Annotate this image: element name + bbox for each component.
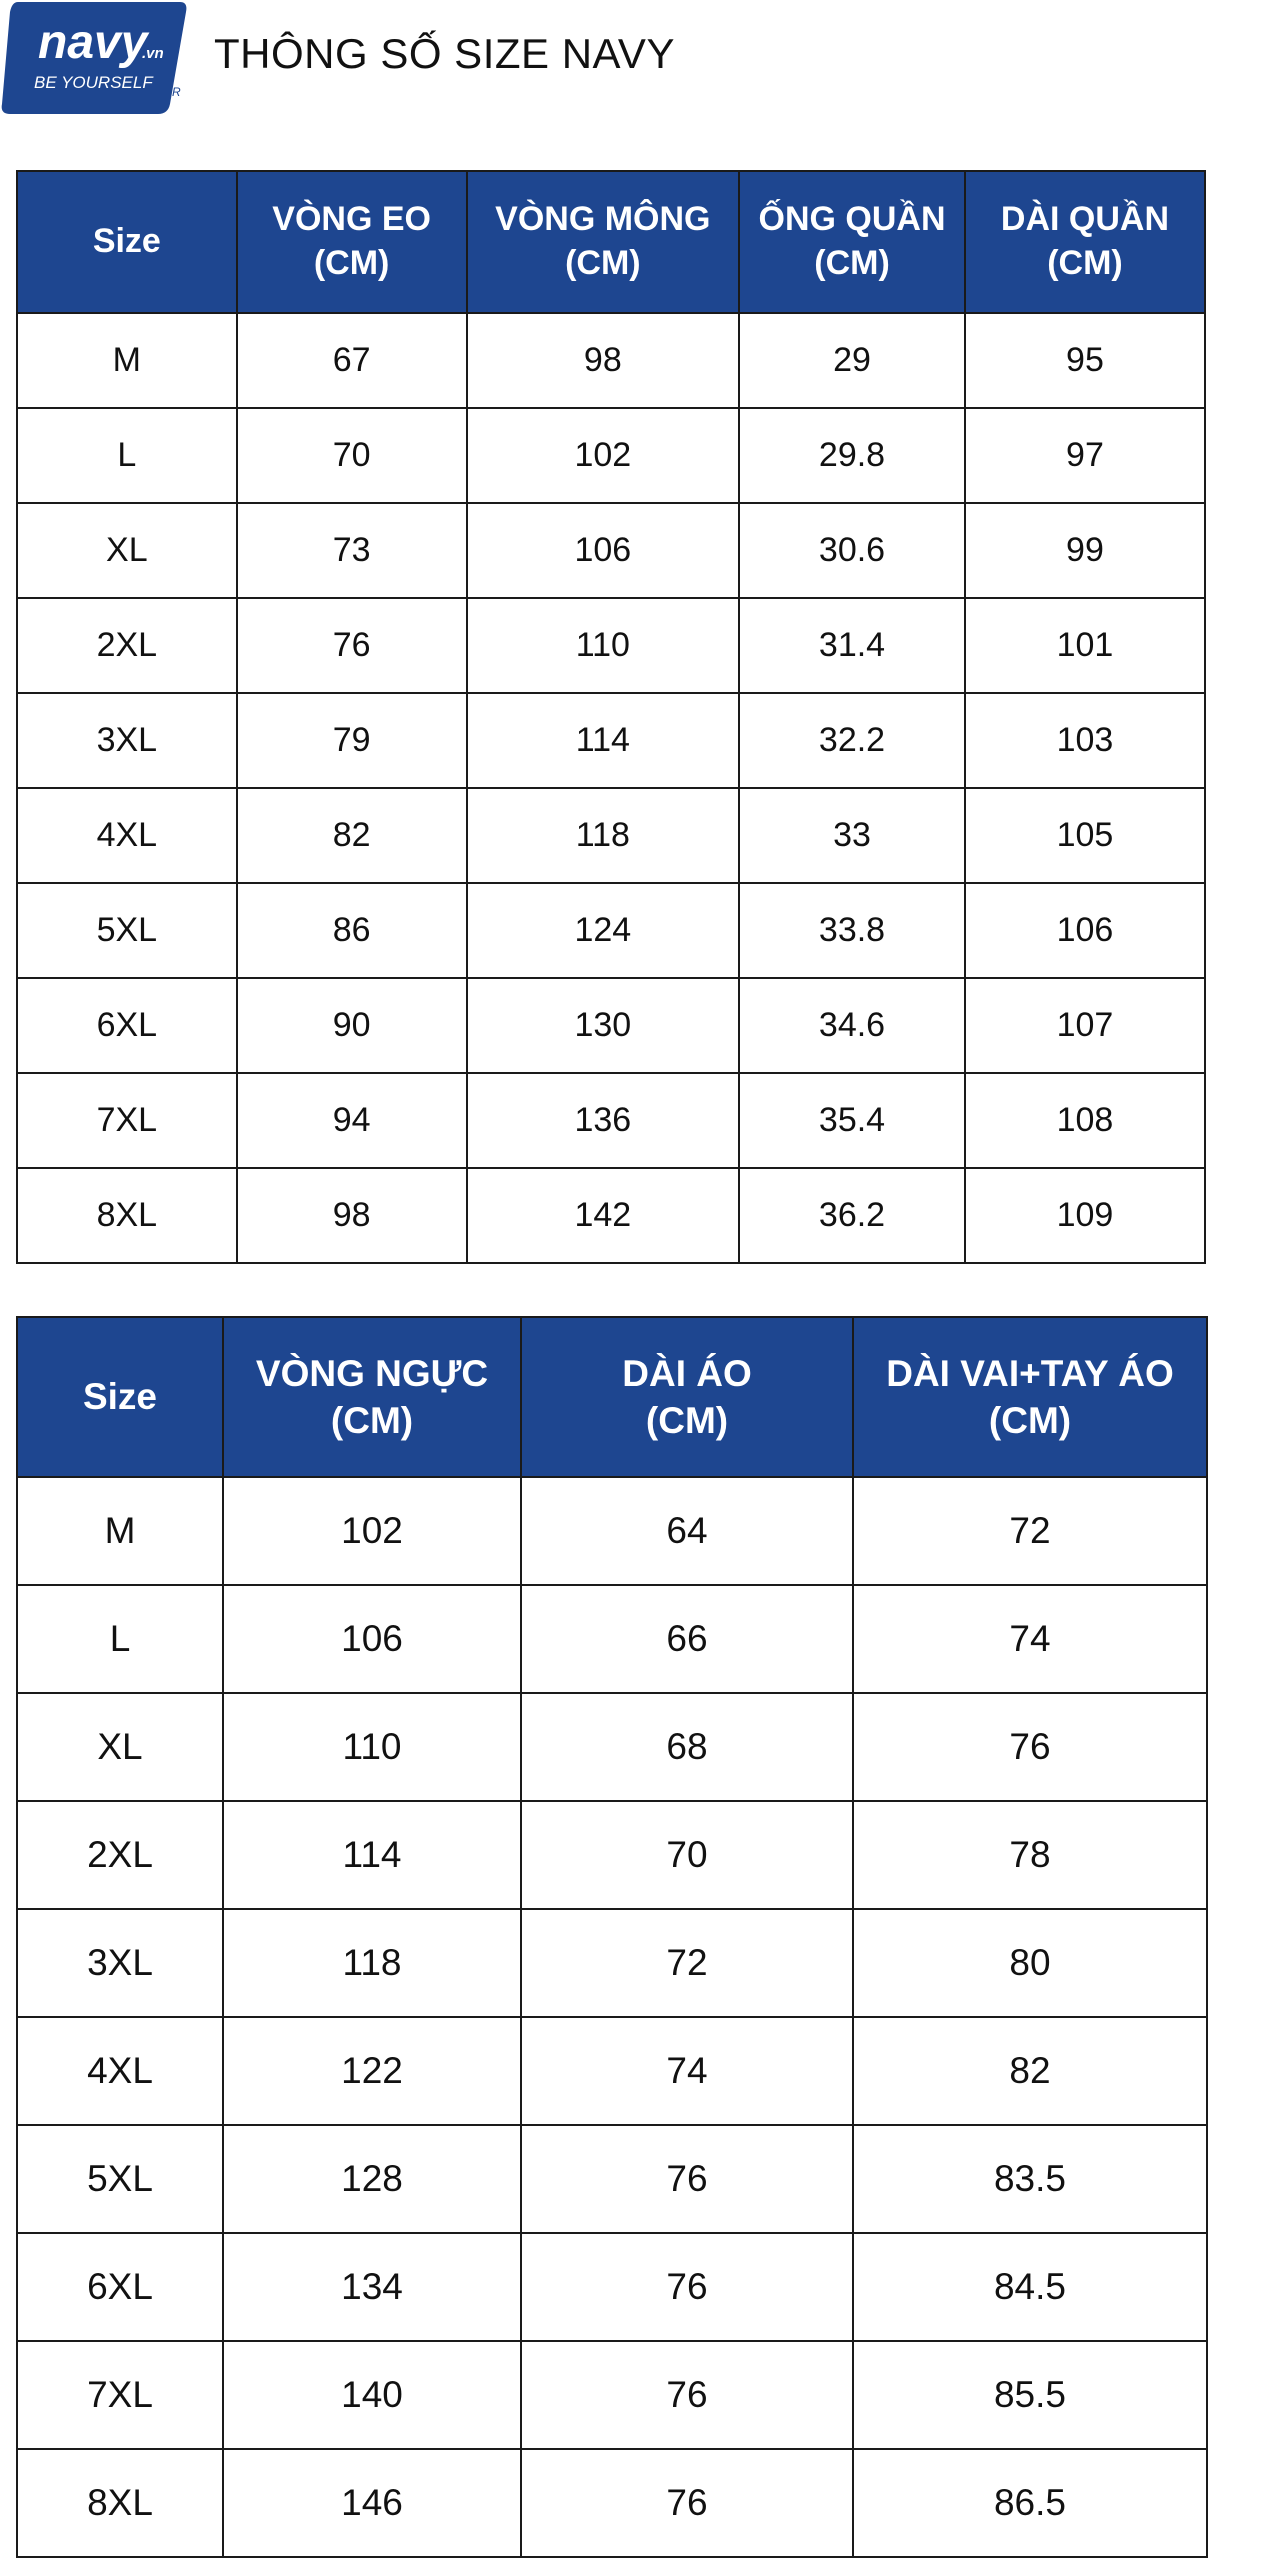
shirt-table-row <box>17 2341 1207 2449</box>
shirt-table-row <box>17 2017 1207 2125</box>
shirt-size-table <box>16 1316 1208 2558</box>
shirt-value-cell: 110 <box>223 1693 521 1801</box>
pants-value-cell: 34.6 <box>739 978 965 1073</box>
pants-value-cell: 76 <box>237 598 467 693</box>
pants-value-cell: 142 <box>467 1168 740 1263</box>
pants-value-cell: 99 <box>965 503 1205 598</box>
shirt-size-cell: M <box>17 1477 223 1585</box>
pants-size-cell: 5XL <box>17 883 237 978</box>
pants-size-cell: M <box>17 313 237 408</box>
shirt-value-cell: 86.5 <box>853 2449 1207 2557</box>
shirt-size-cell: XL <box>17 1693 223 1801</box>
pants-value-cell: 29 <box>739 313 965 408</box>
pants-table-row <box>17 978 1205 1073</box>
pants-value-cell: 105 <box>965 788 1205 883</box>
shirt-value-cell: 118 <box>223 1909 521 2017</box>
pants-size-cell: 8XL <box>17 1168 237 1263</box>
pants-header-waist: VÒNG EO (CM) <box>237 171 467 313</box>
pants-value-cell: 103 <box>965 693 1205 788</box>
pants-value-cell: 30.6 <box>739 503 965 598</box>
pants-value-cell: 79 <box>237 693 467 788</box>
shirt-value-cell: 74 <box>521 2017 853 2125</box>
shirt-size-cell: 4XL <box>17 2017 223 2125</box>
shirt-table-row <box>17 1693 1207 1801</box>
page-header <box>0 0 1281 130</box>
pants-value-cell: 97 <box>965 408 1205 503</box>
pants-value-cell: 114 <box>467 693 740 788</box>
shirt-size-cell: 8XL <box>17 2449 223 2557</box>
pants-header-pants-length: DÀI QUẦN (CM) <box>965 171 1205 313</box>
pants-value-cell: 108 <box>965 1073 1205 1168</box>
shirt-table-row <box>17 1585 1207 1693</box>
shirt-table-row <box>17 1909 1207 2017</box>
shirt-value-cell: 68 <box>521 1693 853 1801</box>
shirt-value-cell: 114 <box>223 1801 521 1909</box>
shirt-table-row <box>17 2449 1207 2557</box>
pants-table-row <box>17 788 1205 883</box>
shirt-size-cell: 7XL <box>17 2341 223 2449</box>
pants-value-cell: 107 <box>965 978 1205 1073</box>
shirt-value-cell: 66 <box>521 1585 853 1693</box>
shirt-value-cell: 76 <box>521 2125 853 2233</box>
pants-value-cell: 124 <box>467 883 740 978</box>
pants-table-row <box>17 1168 1205 1263</box>
shirt-value-cell: 78 <box>853 1801 1207 1909</box>
pants-value-cell: 67 <box>237 313 467 408</box>
shirt-value-cell: 82 <box>853 2017 1207 2125</box>
pants-value-cell: 106 <box>965 883 1205 978</box>
shirt-header-size: Size <box>17 1317 223 1477</box>
pants-value-cell: 102 <box>467 408 740 503</box>
pants-value-cell: 31.4 <box>739 598 965 693</box>
pants-table-row <box>17 313 1205 408</box>
shirt-header-row <box>17 1317 1207 1477</box>
pants-value-cell: 35.4 <box>739 1073 965 1168</box>
shirt-table-row <box>17 2125 1207 2233</box>
pants-value-cell: 110 <box>467 598 740 693</box>
navy-logo <box>0 0 190 116</box>
pants-value-cell: 136 <box>467 1073 740 1168</box>
shirt-value-cell: 146 <box>223 2449 521 2557</box>
pants-value-cell: 130 <box>467 978 740 1073</box>
pants-value-cell: 29.8 <box>739 408 965 503</box>
shirt-value-cell: 134 <box>223 2233 521 2341</box>
shirt-value-cell: 76 <box>521 2341 853 2449</box>
pants-value-cell: 73 <box>237 503 467 598</box>
pants-value-cell: 33.8 <box>739 883 965 978</box>
pants-size-cell: L <box>17 408 237 503</box>
shirt-value-cell: 76 <box>521 2449 853 2557</box>
pants-size-cell: 2XL <box>17 598 237 693</box>
shirt-size-cell: 2XL <box>17 1801 223 1909</box>
pants-size-cell: 4XL <box>17 788 237 883</box>
pants-header-leg-opening: ỐNG QUẦN (CM) <box>739 171 965 313</box>
shirt-value-cell: 72 <box>521 1909 853 2017</box>
shirt-value-cell: 76 <box>853 1693 1207 1801</box>
shirt-table-row <box>17 1801 1207 1909</box>
shirt-table-row <box>17 1477 1207 1585</box>
pants-value-cell: 36.2 <box>739 1168 965 1263</box>
pants-table-row <box>17 1073 1205 1168</box>
pants-value-cell: 90 <box>237 978 467 1073</box>
pants-value-cell: 98 <box>237 1168 467 1263</box>
shirt-value-cell: 140 <box>223 2341 521 2449</box>
shirt-value-cell: 102 <box>223 1477 521 1585</box>
shirt-value-cell: 84.5 <box>853 2233 1207 2341</box>
shirt-value-cell: 74 <box>853 1585 1207 1693</box>
pants-header-hip: VÒNG MÔNG (CM) <box>467 171 740 313</box>
pants-value-cell: 94 <box>237 1073 467 1168</box>
pants-value-cell: 118 <box>467 788 740 883</box>
pants-value-cell: 101 <box>965 598 1205 693</box>
shirt-value-cell: 106 <box>223 1585 521 1693</box>
pants-size-table <box>16 170 1206 1264</box>
pants-table-row <box>17 408 1205 503</box>
shirt-value-cell: 85.5 <box>853 2341 1207 2449</box>
shirt-value-cell: 64 <box>521 1477 853 1585</box>
pants-table-row <box>17 598 1205 693</box>
shirt-header-shoulder-sleeve: DÀI VAI+TAY ÁO (CM) <box>853 1317 1207 1477</box>
page-title: THÔNG SỐ SIZE NAVY <box>214 30 675 77</box>
shirt-size-cell: 3XL <box>17 1909 223 2017</box>
pants-size-cell: 7XL <box>17 1073 237 1168</box>
shirt-header-shirt-length: DÀI ÁO (CM) <box>521 1317 853 1477</box>
pants-value-cell: 106 <box>467 503 740 598</box>
pants-table-row <box>17 503 1205 598</box>
pants-value-cell: 95 <box>965 313 1205 408</box>
pants-value-cell: 86 <box>237 883 467 978</box>
pants-value-cell: 109 <box>965 1168 1205 1263</box>
pants-size-cell: 6XL <box>17 978 237 1073</box>
logo-domain: .vn <box>142 45 164 62</box>
pants-table-row <box>17 883 1205 978</box>
pants-size-cell: XL <box>17 503 237 598</box>
shirt-value-cell: 76 <box>521 2233 853 2341</box>
shirt-value-cell: 80 <box>853 1909 1207 2017</box>
pants-value-cell: 70 <box>237 408 467 503</box>
shirt-size-cell: 5XL <box>17 2125 223 2233</box>
shirt-size-cell: 6XL <box>17 2233 223 2341</box>
pants-value-cell: 33 <box>739 788 965 883</box>
shirt-table-row <box>17 2233 1207 2341</box>
shirt-value-cell: 83.5 <box>853 2125 1207 2233</box>
shirt-value-cell: 72 <box>853 1477 1207 1585</box>
pants-value-cell: 82 <box>237 788 467 883</box>
logo-wordmark: navy <box>38 16 148 69</box>
pants-size-cell: 3XL <box>17 693 237 788</box>
pants-header-size: Size <box>17 171 237 313</box>
registered-mark: R <box>172 85 181 99</box>
shirt-value-cell: 70 <box>521 1801 853 1909</box>
shirt-size-cell: L <box>17 1585 223 1693</box>
pants-header-row <box>17 171 1205 313</box>
shirt-header-chest: VÒNG NGỰC (CM) <box>223 1317 521 1477</box>
logo-tagline: BE YOURSELF <box>34 73 153 92</box>
pants-table-row <box>17 693 1205 788</box>
pants-value-cell: 98 <box>467 313 740 408</box>
pants-value-cell: 32.2 <box>739 693 965 788</box>
shirt-value-cell: 128 <box>223 2125 521 2233</box>
shirt-value-cell: 122 <box>223 2017 521 2125</box>
